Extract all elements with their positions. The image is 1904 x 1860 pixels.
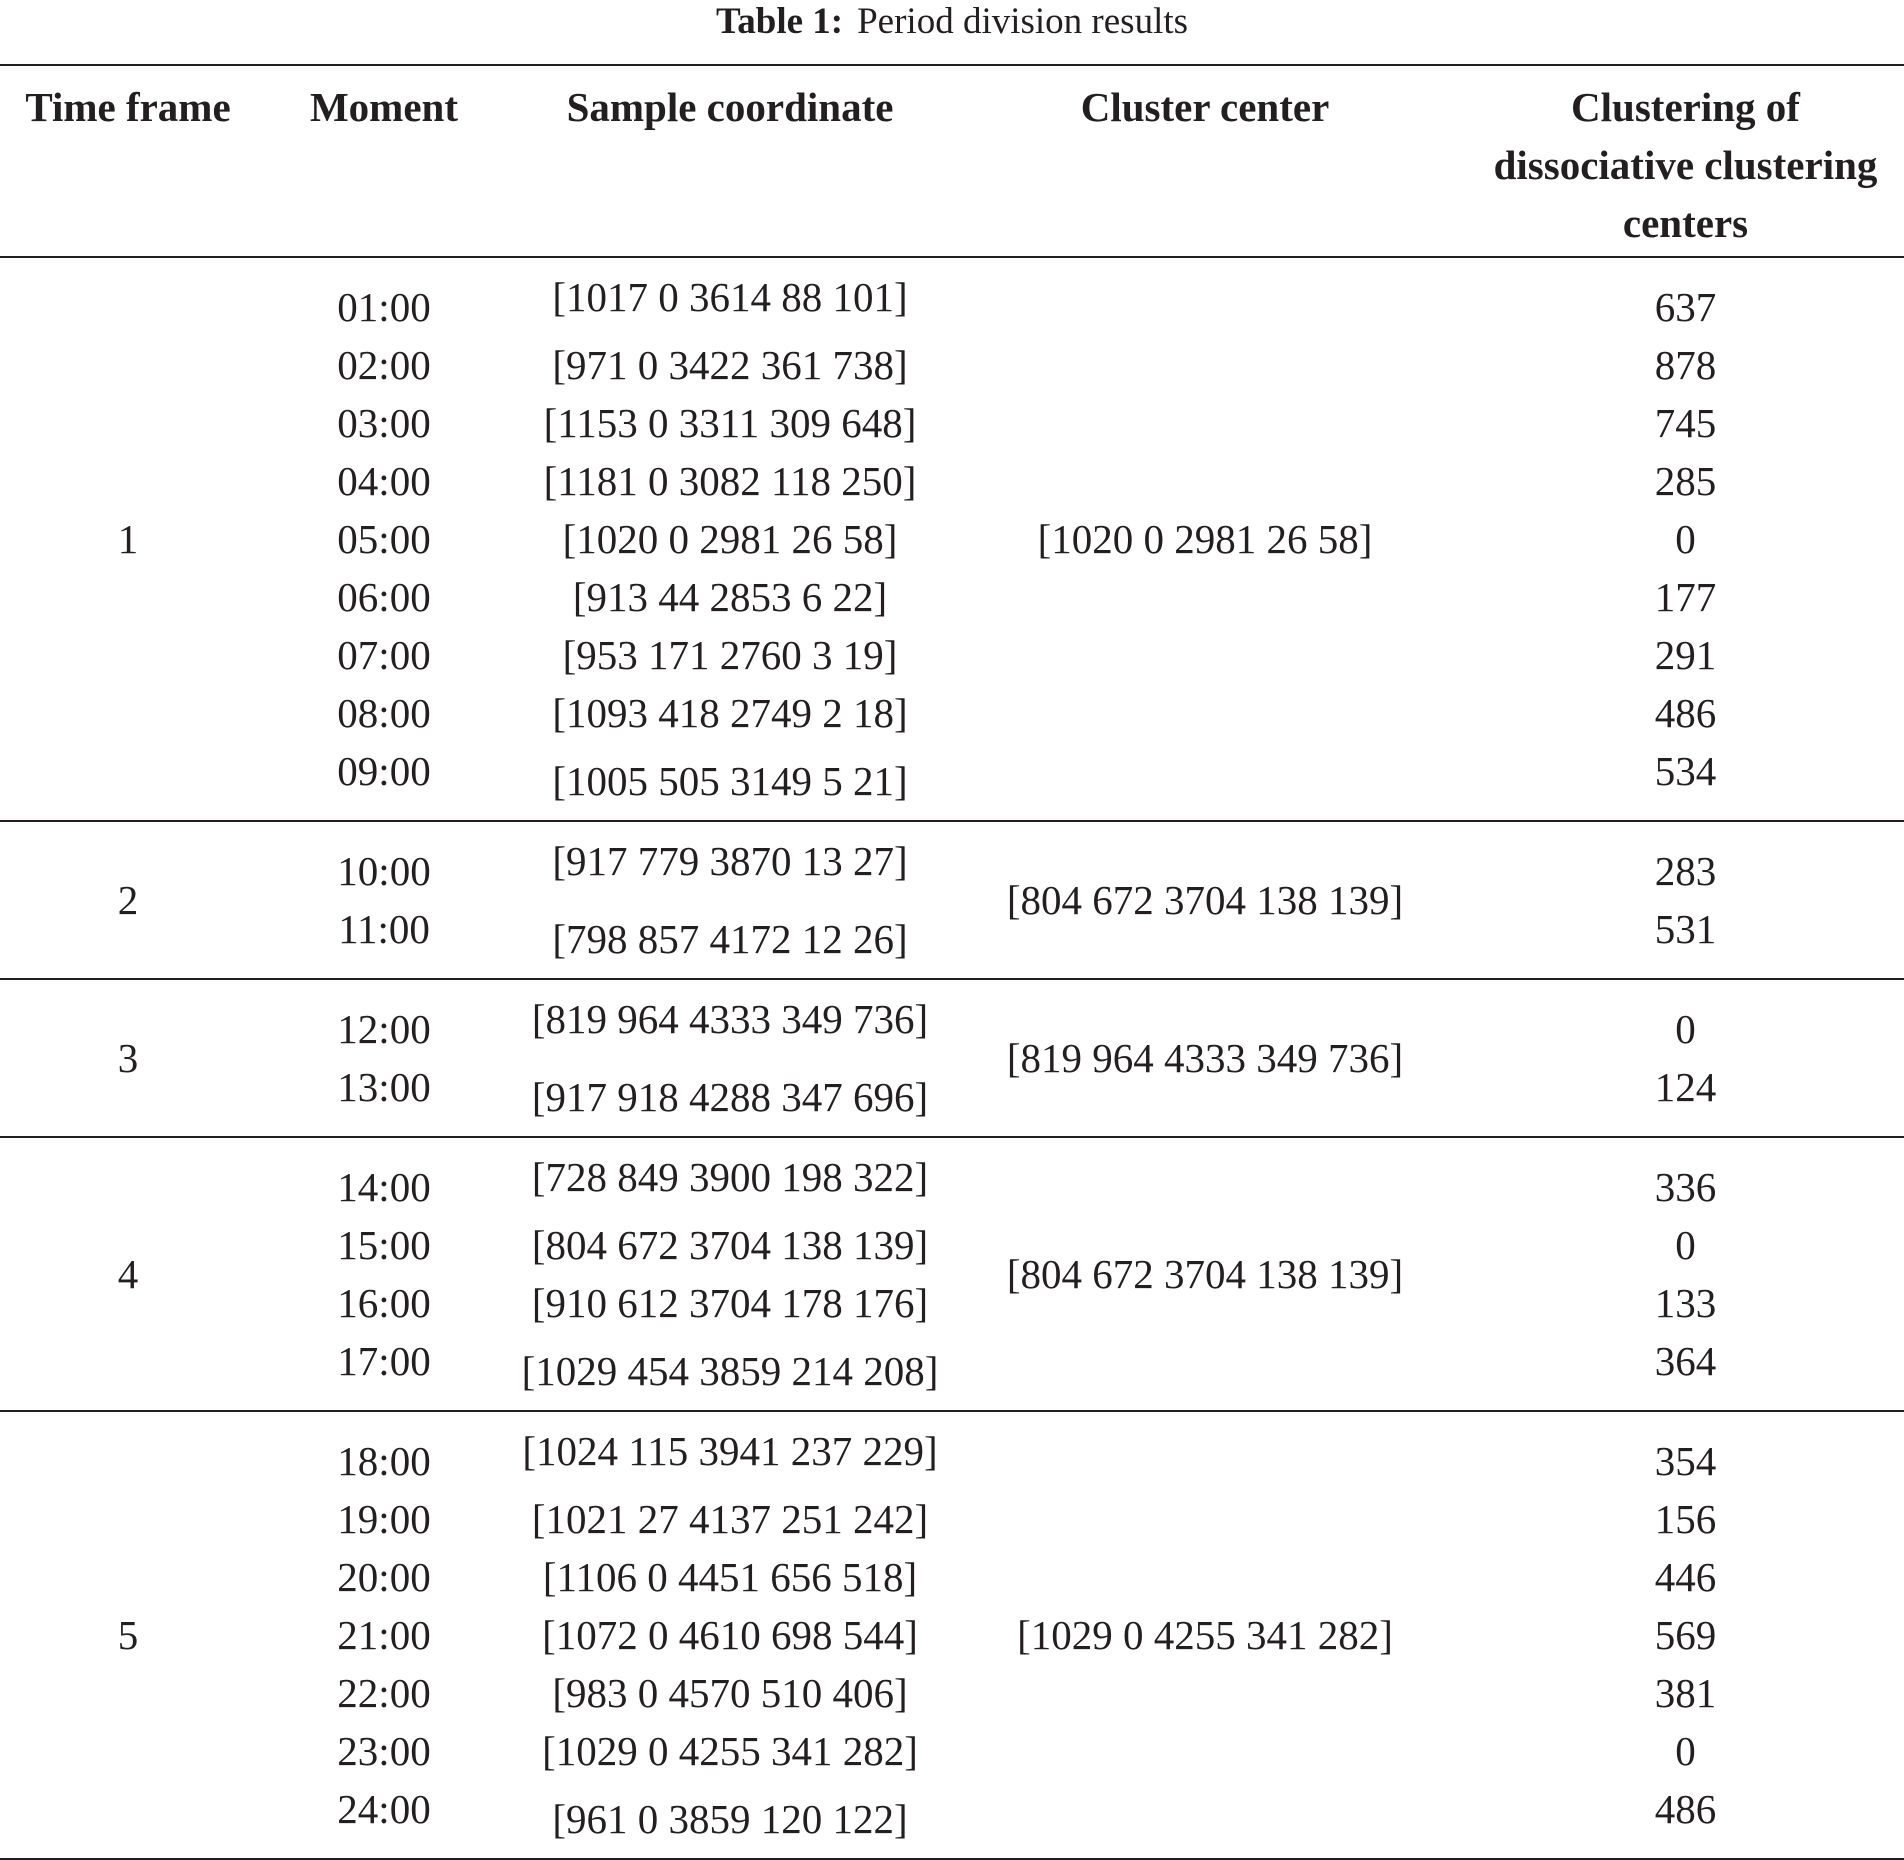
table-row (0, 900, 1904, 979)
cell-moment: 01:00 (337, 284, 431, 330)
cell-moment: 11:00 (256, 900, 512, 979)
cell-moment: 21:00 (337, 1612, 431, 1658)
cell-cluster-center (1037, 257, 1467, 821)
cell-sample-coordinate (512, 1722, 1466, 1780)
cell-clustering: 486 (1467, 1780, 1904, 1859)
cell-moment: 15:00 (337, 1222, 431, 1268)
sample-coordinate-text: [798 857 4172 12 26] (552, 916, 908, 962)
cell-clustering: 486 (1654, 690, 1717, 736)
cell-sample-coordinate (512, 1490, 1466, 1548)
cell-sample-coordinate (512, 1216, 1466, 1274)
cell-moment: 13:00 (256, 1058, 512, 1137)
table-row (0, 336, 1904, 394)
table-row (0, 1664, 1904, 1722)
cell-moment: 12:00 (337, 1006, 431, 1052)
cluster-center-text: [804 672 3704 138 139] (1006, 1251, 1404, 1297)
cell-clustering: 381 (1654, 1670, 1717, 1716)
sample-coordinate-text: [1181 0 3082 118 250] (543, 458, 917, 504)
cell-sample-coordinate (512, 1780, 1466, 1859)
sample-coordinate-text: [1093 418 2749 2 18] (552, 690, 908, 736)
cell-sample-coordinate (512, 257, 1466, 336)
cell-moment: 19:00 (337, 1496, 431, 1542)
cell-moment: 03:00 (337, 400, 431, 446)
cell-clustering: 0 (1675, 1006, 1696, 1052)
table-group (0, 1137, 1904, 1411)
cell-clustering: 0 (1675, 1728, 1696, 1774)
cell-moment: 22:00 (337, 1670, 431, 1716)
cell-moment: 18:00 (337, 1438, 431, 1484)
cell-clustering: 0 (1675, 516, 1696, 562)
table-group (0, 1411, 1904, 1859)
cell-clustering: 291 (1654, 632, 1717, 678)
cell-sample-coordinate (512, 452, 1466, 510)
cell-clustering: 177 (1654, 574, 1717, 620)
cell-cluster-center (1017, 1411, 1467, 1859)
table-caption-text: Period division results (857, 1, 1189, 42)
cell-moment: 07:00 (337, 632, 431, 678)
table-row (0, 1411, 1904, 1490)
cell-moment: 16:00 (337, 1280, 431, 1326)
table-row (0, 1137, 1904, 1216)
cell-clustering: 283 (1654, 848, 1717, 894)
sample-coordinate-text: [1024 115 3941 237 229] (522, 1428, 938, 1474)
cell-cluster-center (1006, 979, 1467, 1137)
cell-sample-coordinate (512, 1548, 1466, 1606)
cell-moment: 09:00 (256, 742, 512, 821)
column-header-sample-coordinate-text: Sample coordinate (566, 84, 894, 130)
table-row (0, 1058, 1904, 1137)
cell-clustering: 336 (1654, 1164, 1717, 1210)
column-header-clustering: Clustering of dissociative clustering centers (1467, 65, 1904, 257)
sample-coordinate-text: [1017 0 3614 88 101] (552, 274, 908, 320)
cluster-center-text: [1029 0 4255 341 282] (1017, 1612, 1393, 1658)
sample-coordinate-text: [917 779 3870 13 27] (552, 838, 908, 884)
sample-coordinate-text: [971 0 3422 361 738] (552, 342, 908, 388)
sample-coordinate-text: [1029 0 4255 341 282] (542, 1728, 918, 1774)
table-row (0, 821, 1904, 900)
cell-sample-coordinate (512, 1664, 1466, 1722)
cell-sample-coordinate (512, 510, 1466, 568)
cell-clustering: 156 (1654, 1496, 1717, 1542)
cell-time-frame: 3 (0, 979, 256, 1137)
sample-coordinate-text: [1005 505 3149 5 21] (552, 758, 908, 804)
table-row (0, 1780, 1904, 1859)
cell-moment: 24:00 (256, 1780, 512, 1859)
cell-clustering: 878 (1654, 342, 1717, 388)
table-header (0, 65, 1904, 257)
sample-coordinate-text: [917 918 4288 347 696] (531, 1074, 929, 1120)
cluster-center-text: [819 964 4333 349 736] (1006, 1035, 1404, 1081)
column-header-cluster-center-text: Cluster center (1080, 84, 1330, 130)
cell-sample-coordinate (512, 1606, 1466, 1664)
table-row (0, 394, 1904, 452)
table-row (0, 626, 1904, 684)
cell-time-frame: 4 (0, 1137, 256, 1411)
cell-sample-coordinate (512, 626, 1466, 684)
table-caption-label: Table 1: (715, 1, 844, 42)
sample-coordinate-text: [1020 0 2981 26 58] (562, 516, 898, 562)
cell-time-frame: 5 (0, 1411, 256, 1859)
table-row (0, 1548, 1904, 1606)
sample-coordinate-text: [728 849 3900 198 322] (531, 1154, 929, 1200)
cell-sample-coordinate (512, 568, 1466, 626)
cell-sample-coordinate (512, 742, 1466, 821)
cell-sample-coordinate (512, 684, 1466, 742)
cell-moment: 10:00 (337, 848, 431, 894)
cell-sample-coordinate (512, 336, 1466, 394)
cell-clustering: 0 (1675, 1222, 1696, 1268)
cell-time-frame: 2 (0, 821, 256, 979)
table-row (0, 568, 1904, 626)
cell-clustering: 124 (1467, 1058, 1904, 1137)
cell-time-frame: 1 (0, 257, 256, 821)
table-row (0, 1606, 1904, 1664)
table-row (0, 1490, 1904, 1548)
cell-moment: 17:00 (256, 1332, 512, 1411)
cell-moment: 23:00 (337, 1728, 431, 1774)
table-row (0, 684, 1904, 742)
cell-moment: 14:00 (337, 1164, 431, 1210)
table-row (0, 742, 1904, 821)
table-row (0, 1332, 1904, 1411)
sample-coordinate-text: [1021 27 4137 251 242] (531, 1496, 929, 1542)
cluster-center-text: [804 672 3704 138 139] (1006, 877, 1404, 923)
cell-clustering: 531 (1467, 900, 1904, 979)
cell-moment: 06:00 (337, 574, 431, 620)
table-row (0, 979, 1904, 1058)
cell-cluster-center (1006, 1137, 1467, 1411)
cell-moment: 20:00 (337, 1554, 431, 1600)
table-row (0, 257, 1904, 336)
cell-clustering: 569 (1654, 1612, 1717, 1658)
sample-coordinate-text: [1029 454 3859 214 208] (521, 1348, 939, 1394)
cell-clustering: 446 (1654, 1554, 1717, 1600)
table-row (0, 510, 1904, 568)
cell-moment: 02:00 (337, 342, 431, 388)
cell-sample-coordinate (512, 1332, 1466, 1411)
cluster-center-text: [1020 0 2981 26 58] (1037, 516, 1373, 562)
cell-moment: 04:00 (337, 458, 431, 504)
cell-clustering: 745 (1654, 400, 1717, 446)
sample-coordinate-text: [1153 0 3311 309 648] (543, 400, 917, 446)
sample-coordinate-text: [804 672 3704 138 139] (531, 1222, 929, 1268)
column-header-moment: Moment (256, 65, 512, 257)
column-header-cluster-center (1080, 65, 1467, 257)
sample-coordinate-text: [819 964 4333 349 736] (531, 996, 929, 1042)
cell-moment: 08:00 (337, 690, 431, 736)
cell-clustering: 285 (1654, 458, 1717, 504)
sample-coordinate-text: [910 612 3704 178 176] (531, 1280, 929, 1326)
sample-coordinate-text: [913 44 2853 6 22] (572, 574, 888, 620)
cell-cluster-center (1006, 821, 1467, 979)
cell-sample-coordinate (512, 1058, 1466, 1137)
cell-moment: 05:00 (337, 516, 431, 562)
table-group (0, 979, 1904, 1137)
table-row (0, 1216, 1904, 1274)
sample-coordinate-text: [953 171 2760 3 19] (562, 632, 898, 678)
cell-sample-coordinate (512, 1411, 1466, 1490)
cell-clustering: 364 (1467, 1332, 1904, 1411)
period-division-table (0, 64, 1904, 1860)
cell-sample-coordinate (512, 394, 1466, 452)
cell-clustering: 354 (1654, 1438, 1717, 1484)
header-row (0, 65, 1904, 257)
sample-coordinate-text: [1106 0 4451 656 518] (542, 1554, 918, 1600)
cell-clustering: 637 (1654, 284, 1717, 330)
table-row (0, 1722, 1904, 1780)
cell-sample-coordinate (512, 1137, 1466, 1216)
cell-sample-coordinate (512, 1274, 1466, 1332)
sample-coordinate-text: [961 0 3859 120 122] (552, 1796, 908, 1842)
cell-clustering: 133 (1654, 1280, 1717, 1326)
table-row (0, 1274, 1904, 1332)
cell-sample-coordinate (512, 900, 1466, 979)
table-group (0, 821, 1904, 979)
table-row (0, 452, 1904, 510)
sample-coordinate-text: [983 0 4570 510 406] (552, 1670, 908, 1716)
cell-clustering: 534 (1467, 742, 1904, 821)
table-group (0, 257, 1904, 821)
table-caption (0, 0, 1904, 44)
column-header-time-frame: Time frame (0, 65, 256, 257)
sample-coordinate-text: [1072 0 4610 698 544] (542, 1612, 918, 1658)
